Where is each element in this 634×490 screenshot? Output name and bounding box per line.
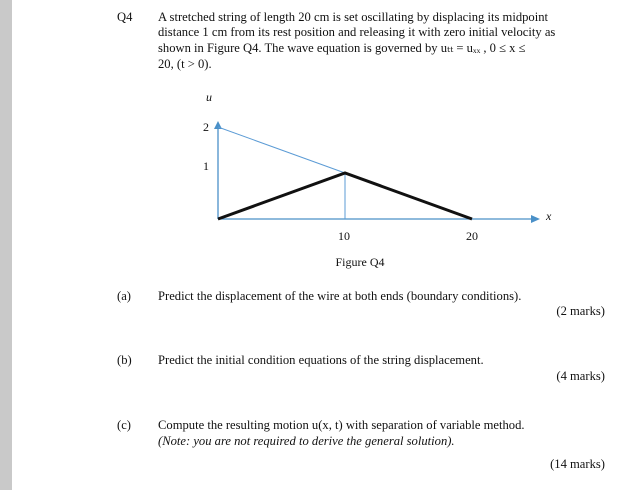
part-a-text: Predict the displacement of the wire at both ends (boundary conditions). xyxy=(158,289,522,303)
x-axis-arrow-icon xyxy=(531,215,540,223)
part-c-marks: (14 marks) xyxy=(550,457,605,471)
part-c-note: (Note: you are not required to derive the general solution). xyxy=(158,434,455,448)
part-b-marks: (4 marks) xyxy=(556,369,605,383)
y-tick-label-1: 1 xyxy=(203,159,209,173)
part-a-marks: (2 marks) xyxy=(556,304,605,318)
question-text-line-1: A stretched string of length 20 cm is set oscillating by displacing its midpoint xyxy=(158,10,549,24)
question-text-line-3: shown in Figure Q4. The wave equation is governed by uₜₜ = uₓₓ , 0 ≤ x ≤ xyxy=(158,41,526,55)
part-b-text: Predict the initial condition equations of the string displacement. xyxy=(158,353,484,367)
part-a-label: (a) xyxy=(117,289,131,303)
x-axis-label: x xyxy=(546,209,552,223)
x-tick-label-10: 10 xyxy=(338,229,350,243)
question-text-line-4: 20, (t > 0). xyxy=(158,57,212,71)
question-text-line-2: distance 1 cm from its rest position and releasing it with zero initial velocity as xyxy=(158,25,556,39)
question-number: Q4 xyxy=(117,10,133,24)
part-b-label: (b) xyxy=(117,353,132,367)
part-c-label: (c) xyxy=(117,418,131,432)
part-c-text: Compute the resulting motion u(x, t) with separation of variable method. xyxy=(158,418,525,432)
x-tick-label-20: 20 xyxy=(466,229,478,243)
y-axis-label: u xyxy=(206,90,212,104)
figure-caption: Figure Q4 xyxy=(335,255,385,269)
y-tick-label-2: 2 xyxy=(203,120,209,134)
